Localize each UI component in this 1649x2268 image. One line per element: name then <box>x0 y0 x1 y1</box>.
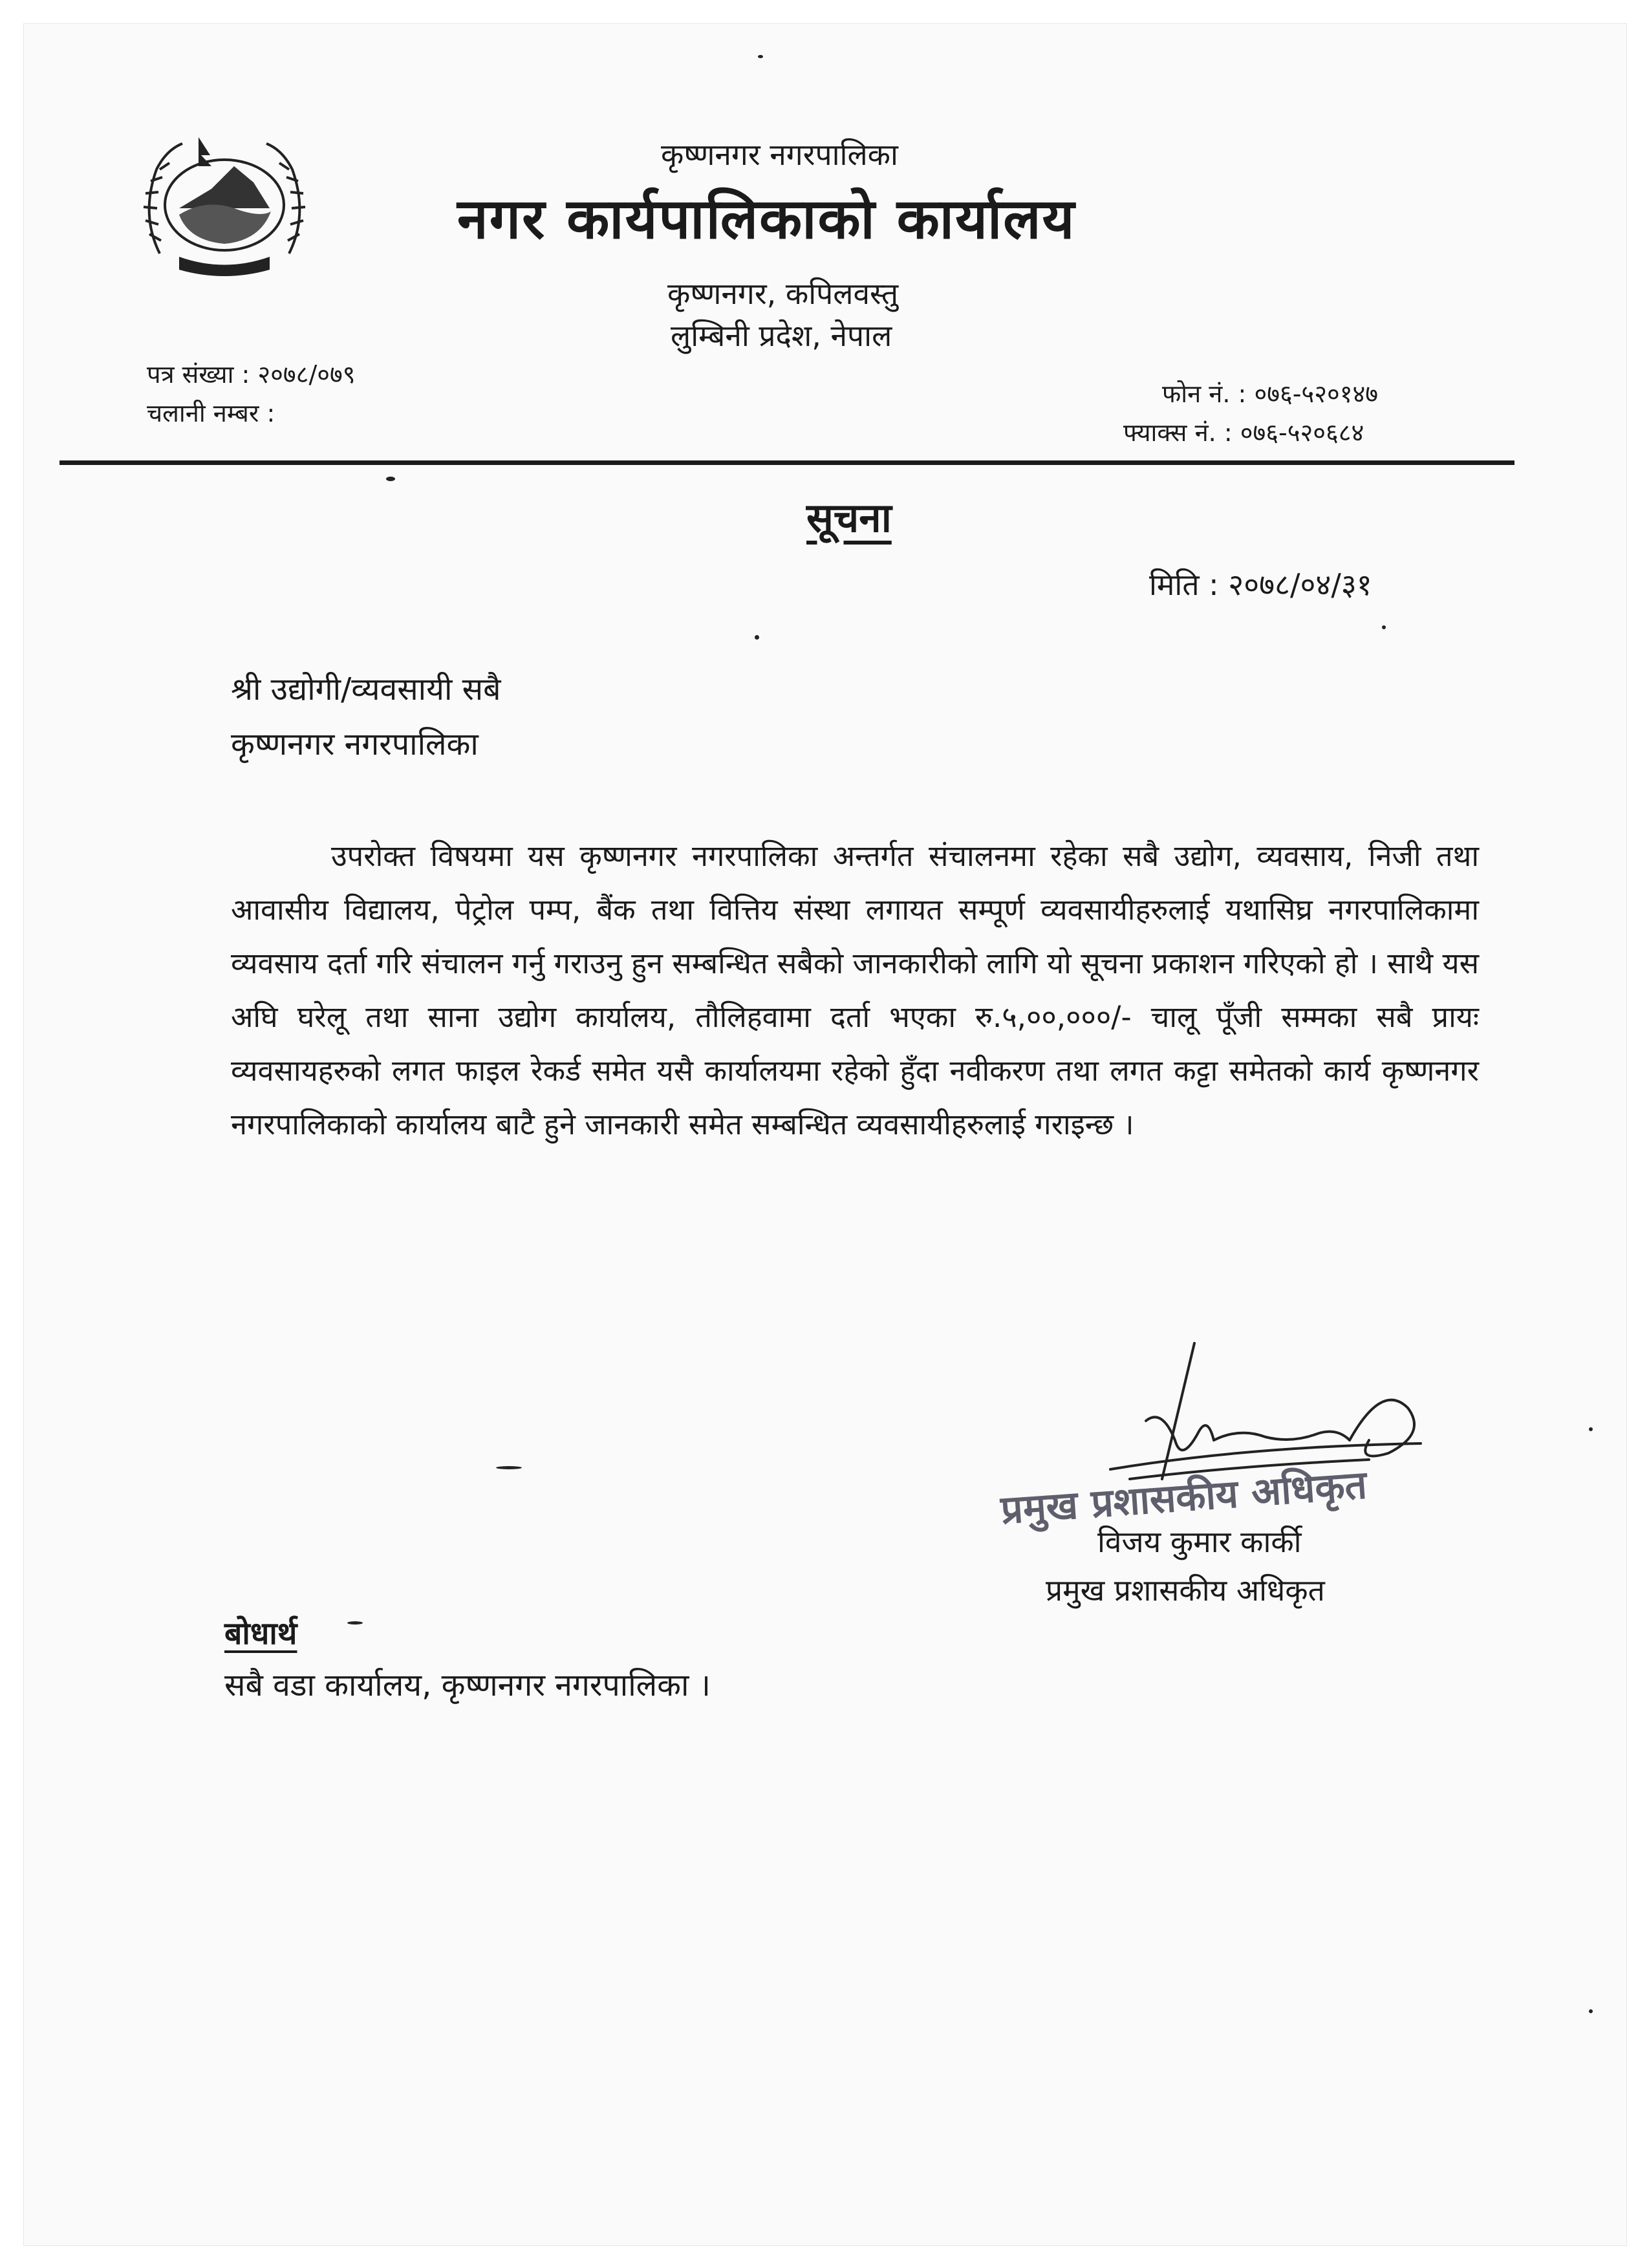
header-divider <box>59 460 1514 465</box>
fax-number: फ्याक्स नं. : ०७६-५२०६८४ <box>1123 418 1364 447</box>
addressee-line-1: श्री उद्योगी/व्यवसायी सबै <box>231 671 501 707</box>
cc-heading: बोधार्थ <box>224 1615 297 1652</box>
notice-body: उपरोक्त विषयमा यस कृष्णनगर नगरपालिका अन्तर्गत संचालनमा रहेका सबै उद्योग, व्यवसाय, निजी तथा आवासीय विद्यालय, पेट्रोल पम्प, बैंक तथा वित्तिय संस्था लगायत सम्पूर्ण व्यवसायीहरुलाई यथासिघ्र नगरपालिकामा व्यवसाय दर्ता गरि संचालन गर्नु गराउनु हुन सम्बन्धित सबैको जानकारीको लागि यो सूचना प्रकाशन गरिएको हो । साथै यस अघि घरेलू तथा साना उद्योग कार्यालय, तौलिहवामा दर्ता भएका रु.५,००,०००/- चालू पूँजी सम्मका सबै प्रायः व्यवसायहरुको लगत फाइल रेकर्ड समेत यसै कार्यालयमा रहेको हुँदा नवीकरण तथा लगत कट्टा समेतको कार्य कृष्णनगर नगरपालिकाको कार्यालय बाटै हुने जानकारी समेत सम्बन्धित व्यवसायीहरुलाई गराइन्छ । <box>231 839 1479 1141</box>
phone-number: फोन नं. : ०७६-५२०१४७ <box>1162 380 1378 408</box>
scan-speck <box>347 1621 363 1625</box>
scan-speck <box>755 635 759 640</box>
cc-recipient: सबै वडा कार्यालय, कृष्णनगर नगरपालिका । <box>224 1667 711 1703</box>
scan-speck <box>1382 625 1386 629</box>
address-line-1: कृष्णनगर, कपिलवस्तु <box>667 276 899 311</box>
official-stamp: प्रमुख प्रशासकीय अधिकृत <box>999 1462 1368 1533</box>
notice-date: मिति : २०७८/०४/३१ <box>1149 567 1372 602</box>
scan-speck <box>758 55 763 58</box>
nepal-emblem-icon <box>121 118 328 286</box>
dispatch-number: चलानी नम्बर : <box>147 399 275 427</box>
signatory-name: विजय कुमार कार्की <box>1097 1524 1302 1559</box>
scan-speck <box>496 1466 522 1469</box>
letter-page <box>23 23 1627 2246</box>
office-name: नगर कार्यपालिकाको कार्यालय <box>457 187 1076 252</box>
address-line-2: लुम्बिनी प्रदेश, नेपाल <box>671 318 892 353</box>
reference-number: पत्र संख्या : २०७८/०७९ <box>147 360 356 389</box>
scan-speck <box>386 477 395 481</box>
notice-title: सूचना <box>806 494 892 541</box>
scan-speck <box>1589 1427 1593 1431</box>
signatory-title: प्रमुख प्रशासकीय अधिकृत <box>1046 1573 1325 1608</box>
scan-speck <box>1589 2009 1593 2013</box>
municipality-name: कृष्णनगर नगरपालिका <box>661 137 898 172</box>
addressee-line-2: कृष्णनगर नगरपालिका <box>231 726 479 762</box>
